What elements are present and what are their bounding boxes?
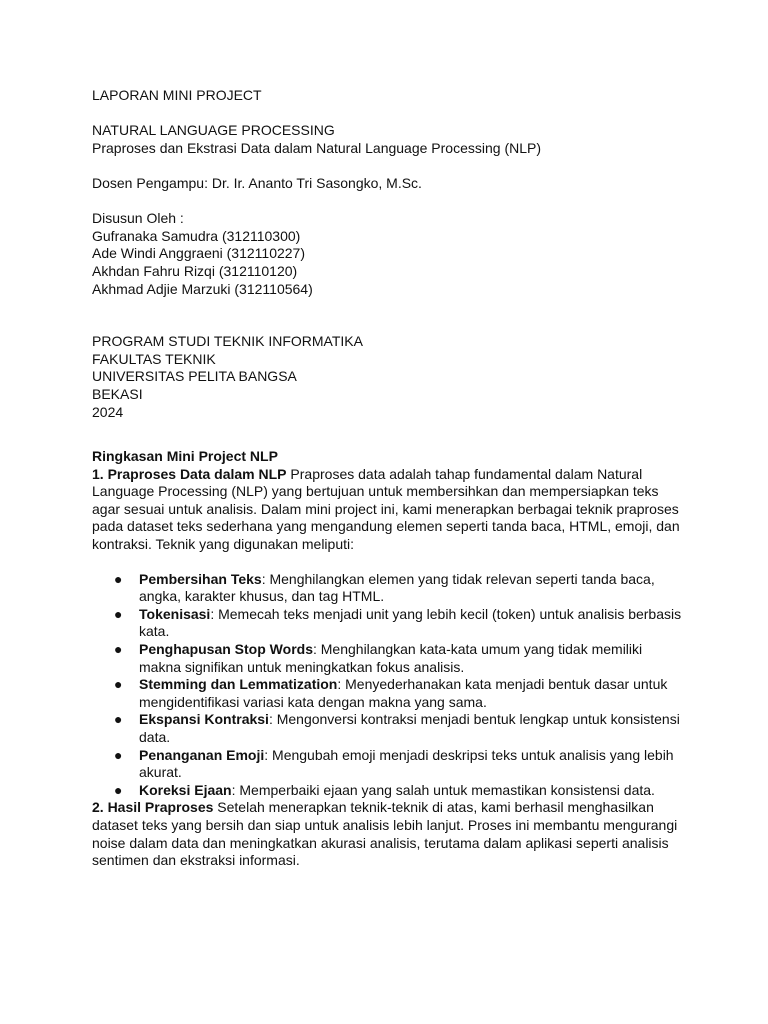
list-item [92,711,684,746]
authors-label: Disusun Oleh : [92,210,184,227]
bullet-icon: ● [114,781,123,798]
technique-term: Ekspansi Kontraksi [139,711,269,728]
technique-desc: : Memecah teks menjadi unit yang lebih kecil (token) untuk analisis berbasis kata. [139,605,682,640]
report-type: LAPORAN MINI PROJECT [92,87,262,103]
bullet-icon: ● [114,570,123,587]
bullet-icon: ● [114,746,123,763]
list-item [92,571,684,606]
list-item [92,676,684,711]
technique-desc: : Menghilangkan kata-kata umum yang tidak memiliki makna signifikan untuk meningkatkan fokus analisis. [139,641,643,675]
section-2-heading: 2. Hasil Praproses [92,799,214,816]
section-1-heading: 1. Praproses Data dalam NLP [92,465,287,482]
technique-term: Koreksi Ejaan [139,781,232,798]
faculty: FAKULTAS TEKNIK [92,350,216,367]
technique-term: Penghapusan Stop Words [139,641,313,658]
technique-term: Stemming dan Lemmatization [139,676,338,693]
bullet-icon: ● [114,711,123,728]
bullet-icon: ● [114,605,123,622]
author-name: Akhmad Adjie Marzuki (312110564) [92,280,313,297]
list-item [92,606,684,641]
list-item [92,747,684,782]
study-program: PROGRAM STUDI TEKNIK INFORMATIKA [92,333,363,350]
summary-title: Ringkasan Mini Project NLP [92,448,278,465]
list-item [92,782,684,800]
lecturer: Dosen Pengampu: Dr. Ir. Ananto Tri Sasongko, M.Sc. [92,174,422,191]
report-title: Praproses dan Ekstrasi Data dalam Natural Language Processing (NLP) [92,139,542,156]
technique-term: Tokenisasi [139,605,211,622]
year: 2024 [92,403,124,420]
author-name: Ade Windi Anggraeni (312110227) [92,245,306,262]
section-1-text: Praproses data adalah tahap fundamental dalam Natural Language Processing (NLP) yang bertujuan untuk membersihkan dan mempersiapkan teks agar sesuai untuk analisis. Dalam mini project ini, kami menerapkan berbagai teknik praproses pada dataset teks sederhana yang mengandung elemen seperti tanda baca, HTML, emoji, dan kontraksi. Teknik yang digunakan meliputi: [92,465,680,553]
section-2-paragraph [92,799,684,869]
technique-list [92,571,684,800]
technique-term: Penanganan Emoji [139,746,265,763]
technique-desc: : Memperbaiki ejaan yang salah untuk memastikan konsistensi data. [231,781,655,798]
technique-desc: : Menyederhanakan kata menjadi bentuk dasar untuk mengidentifikasi variasi kata dengan makna yang sama. [139,676,668,710]
technique-desc: : Mengubah emoji menjadi deskripsi teks untuk analisis yang lebih akurat. [139,746,674,781]
section-2-text: Setelah menerapkan teknik-teknik di atas, kami berhasil menghasilkan dataset teks yang bersih dan siap untuk analisis lebih lanjut. Proses ini membantu mengurangi noise dalam data dan meningkatkan akurasi analisis, terutama dalam aplikasi seperti analisis sentimen dan ekstraksi informasi. [92,799,678,869]
author-name: Akhdan Fahru Rizqi (312110120) [92,262,298,279]
list-item [92,641,684,676]
document-content [92,87,684,870]
city: BEKASI [92,385,143,402]
university: UNIVERSITAS PELITA BANGSA [92,368,297,385]
bullet-icon: ● [114,641,123,658]
bullet-icon: ● [114,676,123,693]
course-name: NATURAL LANGUAGE PROCESSING [92,122,335,139]
section-1-paragraph [92,466,684,554]
technique-desc: : Mengonversi kontraksi menjadi bentuk lengkap untuk konsistensi data. [139,711,680,745]
technique-term: Pembersihan Teks [139,570,262,587]
author-name: Gufranaka Samudra (312110300) [92,227,301,244]
technique-desc: : Menghilangkan elemen yang tidak relevan seperti tanda baca, angka, karakter khusus, dan tag HTML. [139,570,655,605]
